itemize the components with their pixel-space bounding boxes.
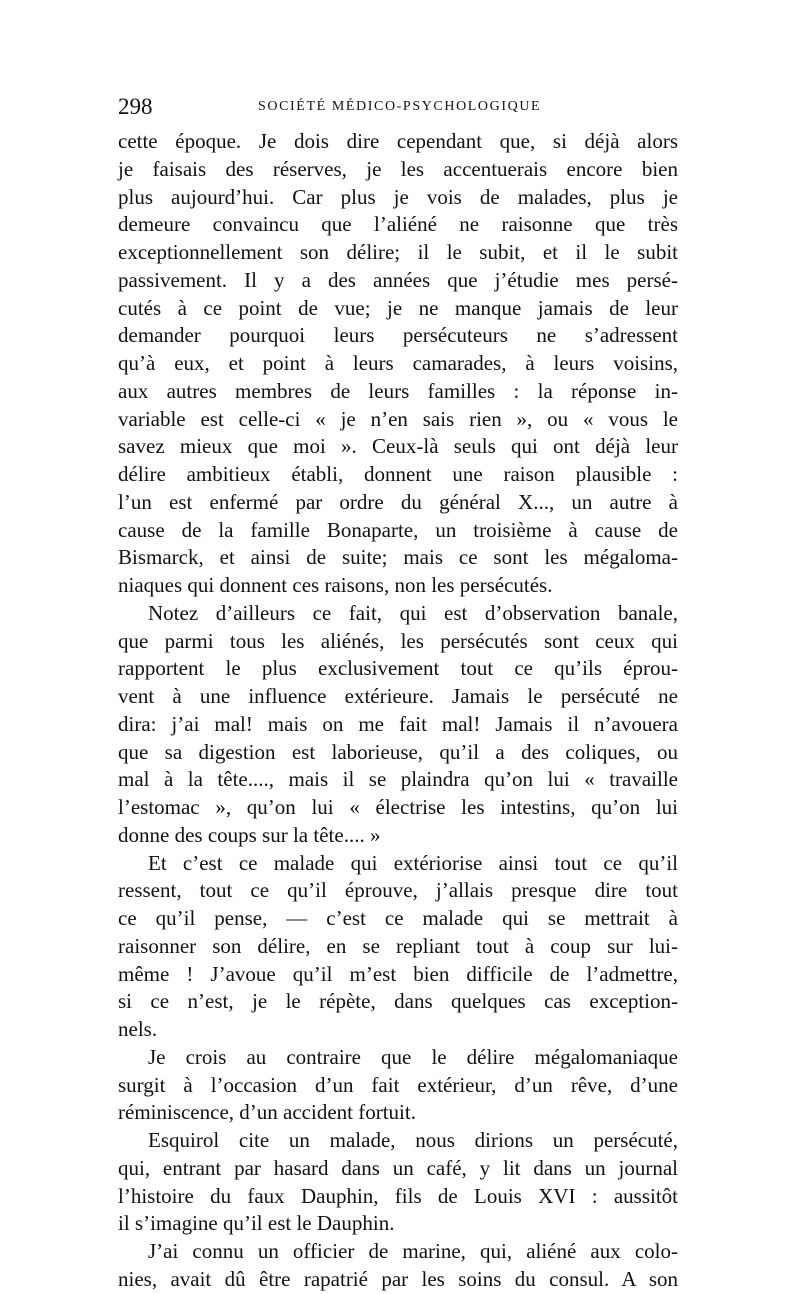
text-line: variable est celle-ci « je n’en sais rien », ou « vous le	[118, 406, 678, 431]
text-line: rapportent le plus exclusivement tout ce qu’ils éprou-	[118, 656, 678, 681]
text-line: même ! J’avoue qu’il m’est bien difficile de l’admettre,	[118, 961, 678, 986]
text-line: savez mieux que moi ». Ceux-là seuls qui ont déjà leur	[118, 434, 678, 459]
text-line: Esquirol cite un malade, nous dirions un persécuté,	[148, 1128, 678, 1152]
text-line: surgit à l’occasion d’un fait extérieur, d’un rêve, d’une	[118, 1072, 678, 1097]
text-line: délire ambitieux établi, donnent une raison plausible :	[118, 462, 678, 486]
text-line: raisonner son délire, en se repliant tout à coup sur lui-	[118, 933, 678, 958]
text-line: J’ai connu un officier de marine, qui, aliéné aux colo-	[148, 1239, 678, 1263]
text-line: l’un est enfermé par ordre du général X..., un autre à	[118, 489, 678, 514]
text-line: je faisais des réserves, je les accentuerais encore bien	[118, 156, 678, 181]
text-line: plus aujourd’hui. Car plus je vois de malades, plus je	[118, 184, 678, 209]
text-line: ressent, tout ce qu’il éprouve, j’allais presque dire tout	[118, 878, 678, 903]
text-line: cette époque. Je dois dire cependant que, si déjà alors	[118, 129, 678, 153]
text-line: que sa digestion est laborieuse, qu’il a des coliques, ou	[118, 739, 678, 764]
text-line: il s’imagine qu’il est le Dauphin.	[118, 1211, 395, 1236]
text-line: nies, avait dû être rapatrié par les soins du consul. A son	[118, 1266, 678, 1291]
text-line: cause de la famille Bonaparte, un troisième à cause de	[118, 517, 678, 542]
text-line: dira: j’ai mal! mais on me fait mal! Jamais il n’avouera	[118, 711, 678, 736]
page-header	[118, 92, 678, 122]
text-line: l’estomac », qu’on lui « électrise les intestins, qu’on lui	[118, 795, 678, 819]
text-line: demeure convaincu que l’aliéné ne raisonne que très	[118, 212, 678, 237]
running-title: SOCIÉTÉ MÉDICO-PSYCHOLOGIQUE	[258, 99, 542, 114]
text-line: mal à la tête...., mais il se plaindra qu’on lui « travaille	[118, 767, 678, 792]
text-line: que parmi tous les aliénés, les persécutés sont ceux qui	[118, 628, 678, 653]
text-line: exceptionnellement son délire; il le subit, et il le subit	[118, 240, 678, 264]
text-line: passivement. Il y a des années que j’étudie mes persé-	[118, 267, 678, 292]
text-line: cutés à ce point de vue; je ne manque jamais de leur	[118, 295, 678, 320]
page-number: 298	[118, 94, 153, 119]
text-line: l’histoire du faux Dauphin, fils de Louis XVI : aussitôt	[118, 1183, 678, 1208]
text-line: qu’à eux, et point à leurs camarades, à leurs voisins,	[118, 351, 678, 375]
text-line: niaques qui donnent ces raisons, non les persécutés.	[118, 573, 553, 597]
text-line: vent à une influence extérieure. Jamais le persécuté ne	[118, 684, 678, 708]
text-line: si ce n’est, je le répète, dans quelques cas exception-	[118, 989, 678, 1014]
text-line: Et c’est ce malade qui extériorise ainsi tout ce qu’il	[148, 850, 678, 875]
text-line: donne des coups sur la tête.... »	[118, 822, 381, 847]
body-text	[118, 128, 678, 1294]
text-line: réminiscence, d’un accident fortuit.	[118, 1100, 416, 1125]
text-line: demander pourquoi leurs persécuteurs ne s’adressent	[118, 323, 678, 348]
text-line: ce qu’il pense, — c’est ce malade qui se mettrait à	[118, 906, 678, 930]
text-line: Notez d’ailleurs ce fait, qui est d’observation banale,	[148, 600, 678, 625]
text-line: Bismarck, et ainsi de suite; mais ce sont les mégaloma-	[118, 545, 678, 570]
text-line: Je crois au contraire que le délire mégalomaniaque	[148, 1044, 678, 1069]
text-line: aux autres membres de leurs familles : la réponse in-	[118, 378, 678, 403]
text-line: qui, entrant par hasard dans un café, y lit dans un journal	[118, 1155, 678, 1180]
text-line: nels.	[118, 1017, 158, 1041]
